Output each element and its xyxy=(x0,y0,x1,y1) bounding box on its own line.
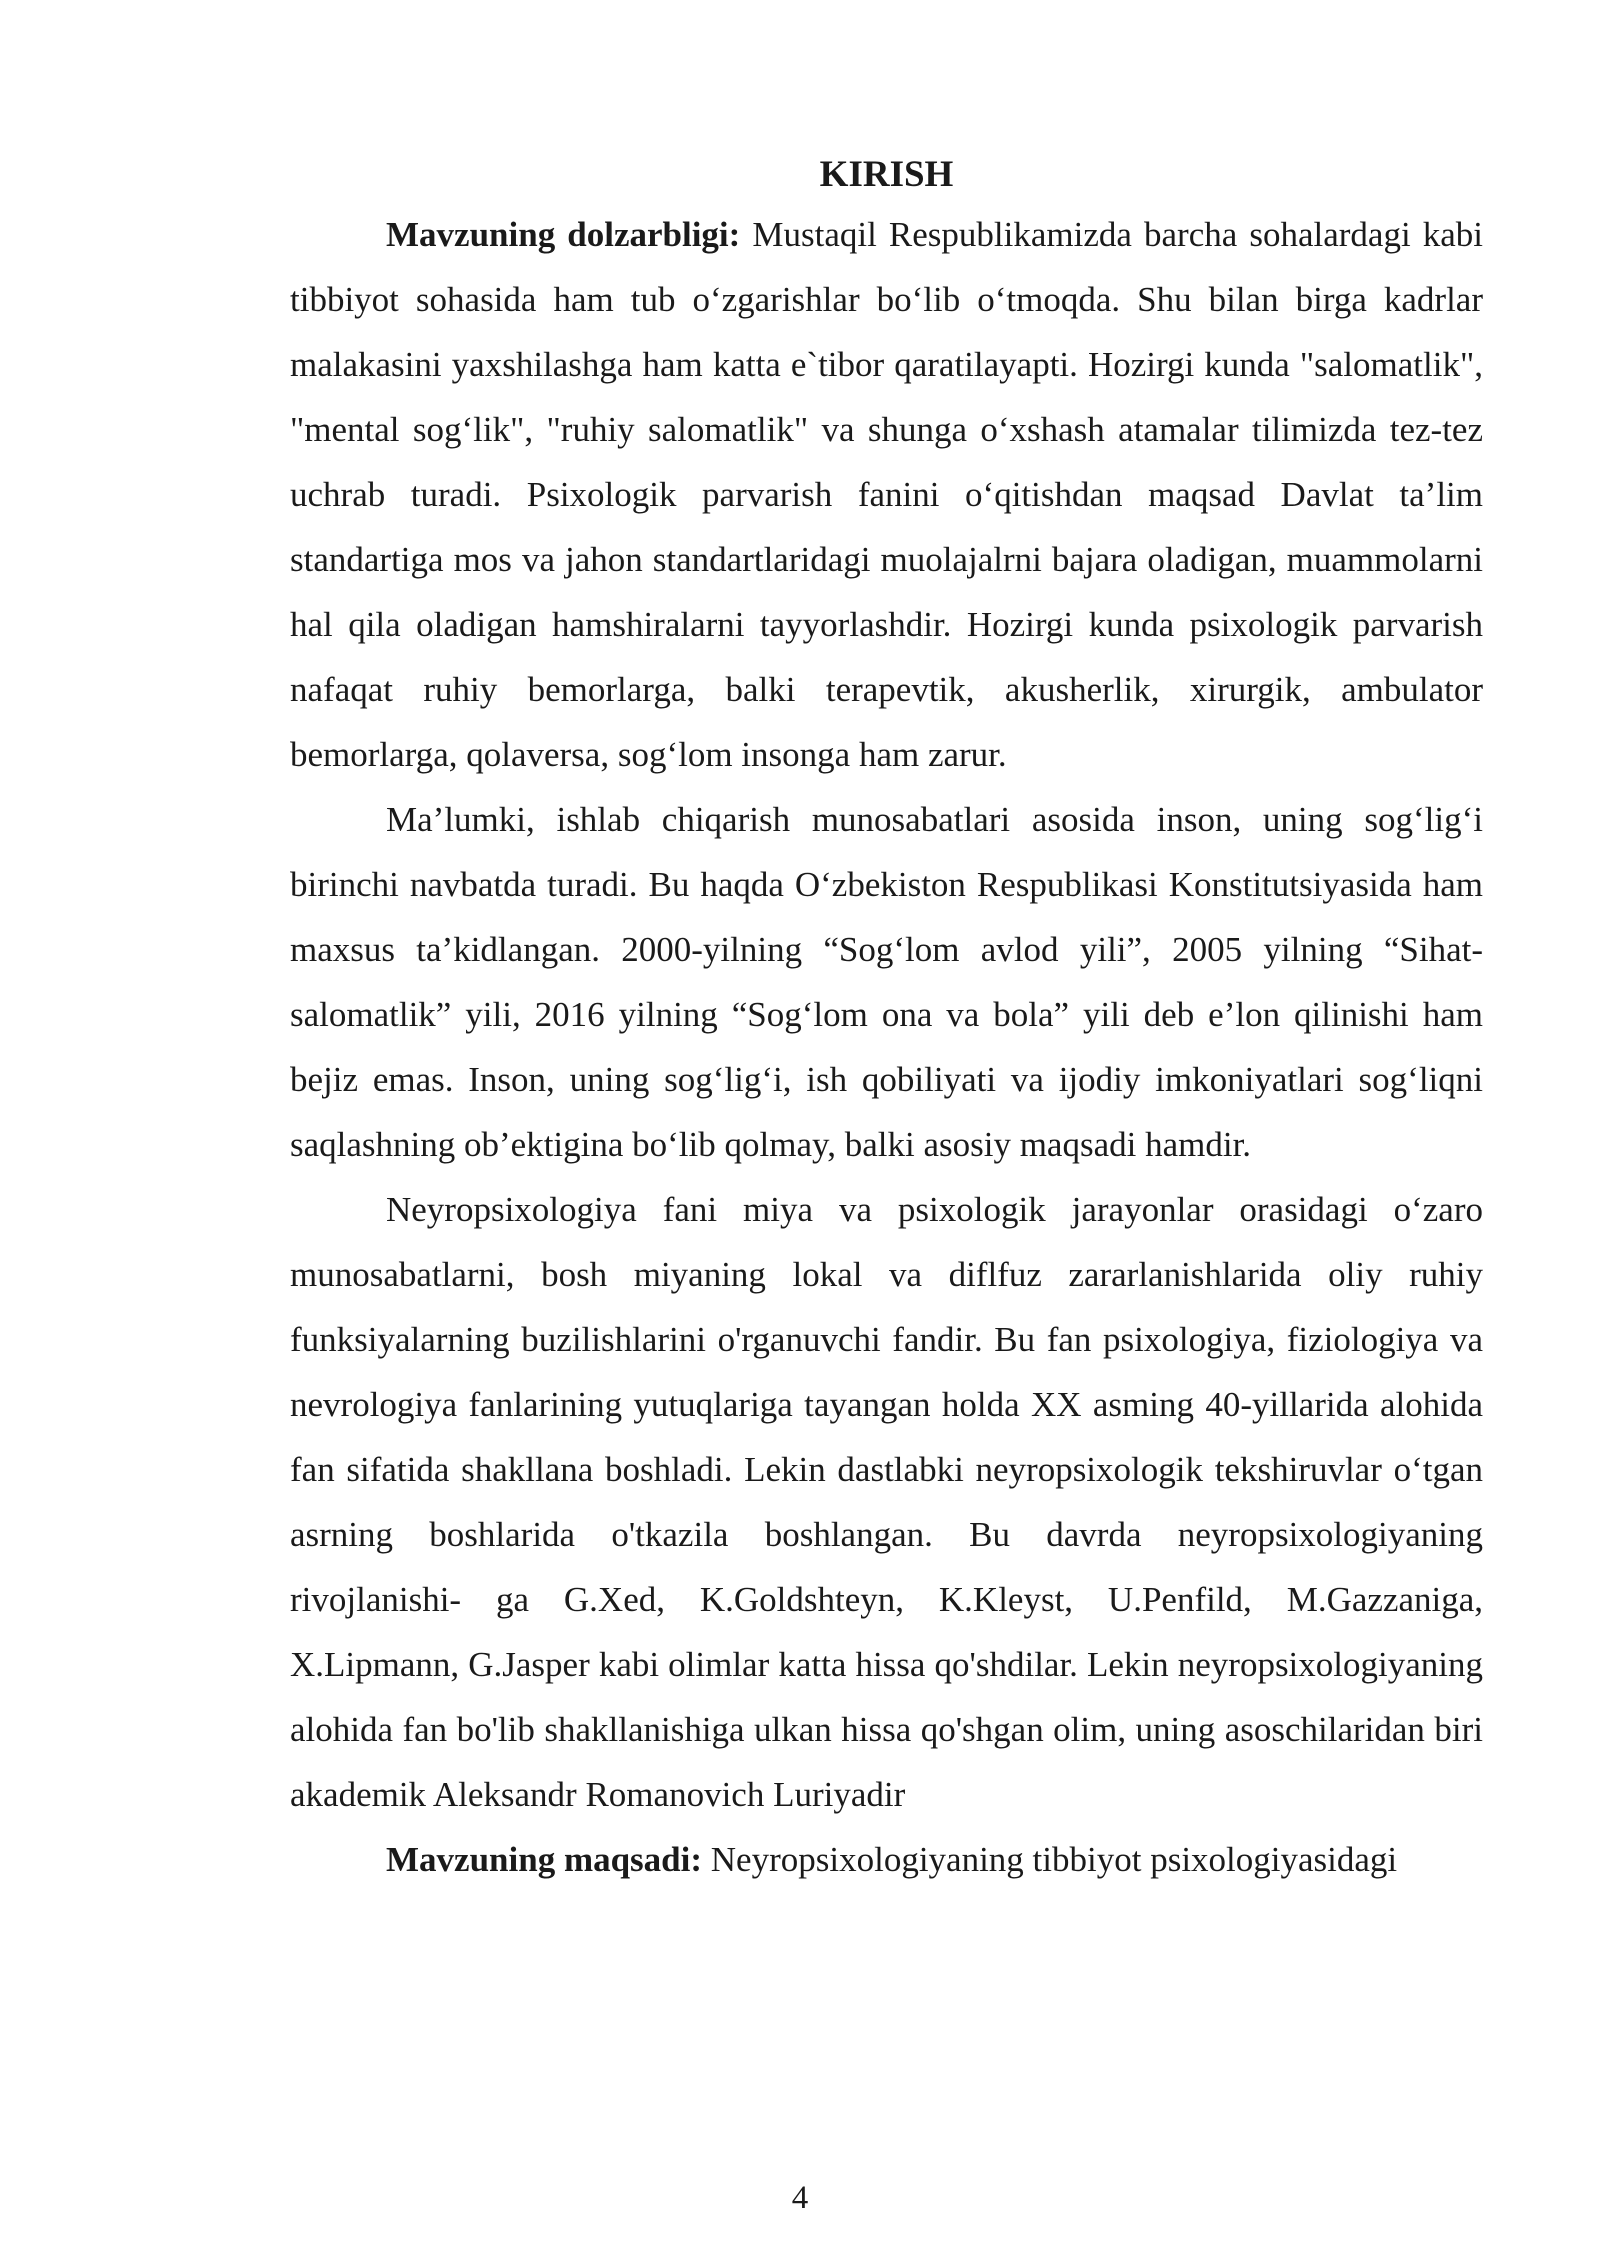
paragraph-goal xyxy=(290,1827,1483,1892)
section-title: KIRISH xyxy=(819,154,954,195)
paragraph-health xyxy=(290,787,1483,1177)
paragraph-lead: Mavzuning maqsadi: xyxy=(386,1840,703,1879)
page-content xyxy=(290,148,1483,1892)
paragraph-neuropsychology xyxy=(290,1177,1483,1827)
paragraph-text: Neyropsixologiya fani miya va psixologik jarayonlar orasidagi o‘zaro munosabatlarni, bosh miyaning lokal va diflfuz zararlanishlarida oliy ruhiy funksiyalarning buzilishlarini o'rganuvchi fandir. Bu fan psixologiya, fiziologiya va nevrologiya fanlarining yutuqlariga tayangan holda XX asming 40-yillarida alohida fan sifatida shakllana boshladi. Lekin dastlabki neyropsixologik tekshiruvlar o‘tgan asrning boshlarida o'tkazila boshlangan. Bu davrda neyropsixologiyaning rivojlanishi- ga G.Xed, K.Goldshteyn, K.Kleyst, U.Penfild, M.Gazzaniga, X.Lipmann, G.Jasper kabi olimlar katta hissa qo'shdilar. Lekin neyropsixologiyaning alohida fan bo'lib shakllanishiga ulkan hissa qo'shgan olim, uning asoschilaridan biri akademik Aleksandr Romanovich Luriyadir xyxy=(290,1190,1483,1814)
paragraph-text: Ma’lumki, ishlab chiqarish munosabatlari asosida inson, uning sog‘lig‘i birinchi navbatda turadi. Bu haqda O‘zbekiston Respublikasi Konstitutsiyasida ham maxsus ta’kidlangan. 2000-yilning “Sog‘lom avlod yili”, 2005 yilning “Sihat-salomatlik” yili, 2016 yilning “Sog‘lom ona va bola” yili deb e’lon qilinishi ham bejiz emas. Inson, uning sog‘lig‘i, ish qobiliyati va ijodiy imkoniyatlari sog‘liqni saqlashning ob’ektigina bo‘lib qolmay, balki asosiy maqsadi hamdir. xyxy=(290,800,1483,1164)
paragraph-text: Mustaqil Respublikamizda barcha sohalardagi kabi tibbiyot sohasida ham tub o‘zgarishlar bo‘lib o‘tmoqda. Shu bilan birga kadrlar malakasini yaxshilashga ham katta e`tibor qaratilayapti. Hozirgi kunda "salomatlik", "mental sog‘lik", "ruhiy salomatlik" va shunga o‘xshash atamalar tilimizda tez-tez uchrab turadi. Psixologik parvarish fanini o‘qitishdan maqsad Davlat ta’lim standartiga mos va jahon standartlaridagi muolajalrni bajara oladigan, muammolarni hal qila oladigan hamshiralarni tayyorlashdir. Hozirgi kunda psixologik parvarish nafaqat ruhiy bemorlarga, balki terapevtik, akusherlik, xirurgik, ambulator bemorlarga, qolaversa, sog‘lom insonga ham zarur. xyxy=(290,215,1484,774)
paragraph-relevance xyxy=(290,202,1483,787)
paragraph-lead: Mavzuning dolzarbligi: xyxy=(386,215,741,254)
paragraph-text: Neyropsixologiyaning tibbiyot psixologiyasidagi xyxy=(702,1840,1398,1879)
page-number: 4 xyxy=(791,2180,809,2216)
